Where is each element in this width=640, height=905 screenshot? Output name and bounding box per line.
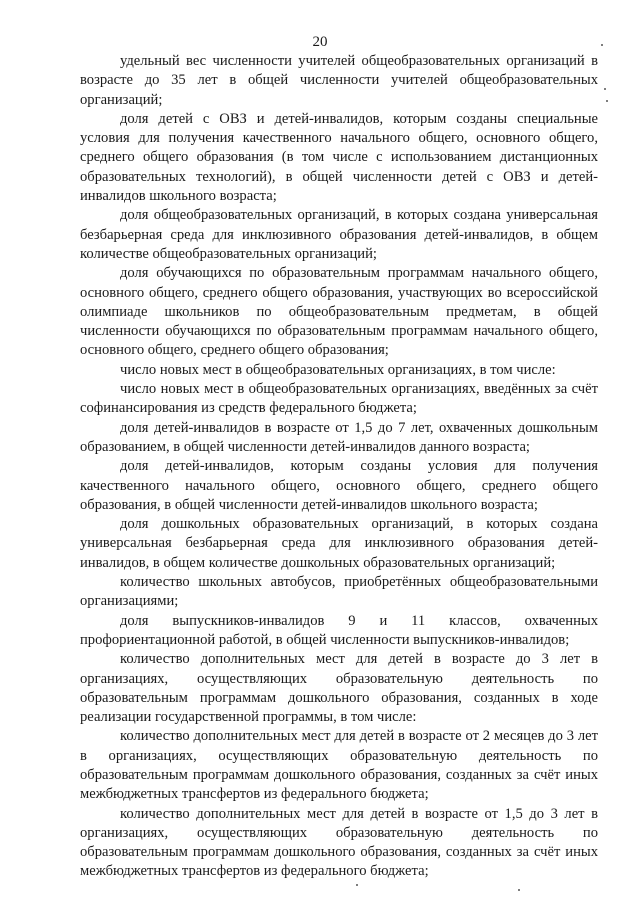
paragraph-8: доля детей-инвалидов, которым созданы условия для получения качественного начального общего, основного общего, среднего общего образования, в общей численности детей-инвалидов школьного возраста; [80,458,598,513]
paragraph-12: количество дополнительных мест для детей в возрасте до 3 лет в организациях, осуществляющих образовательную деятельность по образовательным программам дошкольного образования, созданных в ходе реализации государственной программы, в том числе: [80,651,598,726]
paragraph-10: количество школьных автобусов, приобретённых общеобразовательными организациями; [80,574,598,610]
scan-speck [356,884,358,886]
paragraph-3: доля общеобразовательных организаций, в которых создана универсальная безбарьерная среда для инклюзивного образования детей-инвалидов, в общем количестве общеобразовательных организаций; [80,207,598,262]
scan-speck [604,88,606,90]
paragraph-5: число новых мест в общеобразовательных организациях, в том числе: [120,361,556,378]
paragraph-2: доля детей с ОВЗ и детей-инвалидов, которым созданы специальные условия для получения качественного начального общего, основного общего, среднего общего образования (в том числе с использованием дистанционных образовательных технологий), в общей численности детей с ОВЗ и детей-инвалидов школьного возраста; [80,110,598,205]
document-body [80,52,598,882]
paragraph-11: доля выпускников-инвалидов 9 и 11 классов, охваченных профориентационной работой, в общей численности выпускников-инвалидов; [80,612,598,648]
paragraph-13: количество дополнительных мест для детей в возрасте от 2 месяцев до 3 лет в организациях, осуществляющих образовательную деятельность по образовательным программам дошкольного образования, созданных за счёт иных межбюджетных трансфертов из федерального бюджета; [80,728,598,803]
scan-speck [606,100,608,102]
scan-speck [518,889,520,891]
paragraph-9: доля дошкольных образовательных организаций, в которых создана универсальная безбарьерная среда для инклюзивного образования детей-инвалидов, в общем количестве дошкольных образовательных организаций; [80,516,598,571]
page-number: 20 [312,34,328,50]
scan-speck [601,44,603,46]
paragraph-14: количество дополнительных мест для детей в возрасте от 1,5 до 3 лет в организациях, осуществляющих образовательную деятельность по образовательным программам дошкольного образования, созданных за счёт иных межбюджетных трансфертов из федерального бюджета; [80,805,598,880]
paragraph-6: число новых мест в общеобразовательных организациях, введённых за счёт софинансирования из средств федерального бюджета; [80,381,598,417]
paragraph-7: доля детей-инвалидов в возрасте от 1,5 до 7 лет, охваченных дошкольным образованием, в общей численности детей-инвалидов данного возраста; [80,419,598,455]
paragraph-4: доля обучающихся по образовательным программам начального общего, основного общего, среднего общего образования, участвующих во всероссийской олимпиаде школьников по общеобразовательным предметам, в общей численности обучающихся по образовательным программам начального общего, основного общего, среднего общего образования; [80,265,598,359]
paragraph-1: удельный вес численности учителей общеобразовательных организаций в возрасте до 35 лет в общей численности учителей общеобразовательных организаций; [80,53,598,108]
